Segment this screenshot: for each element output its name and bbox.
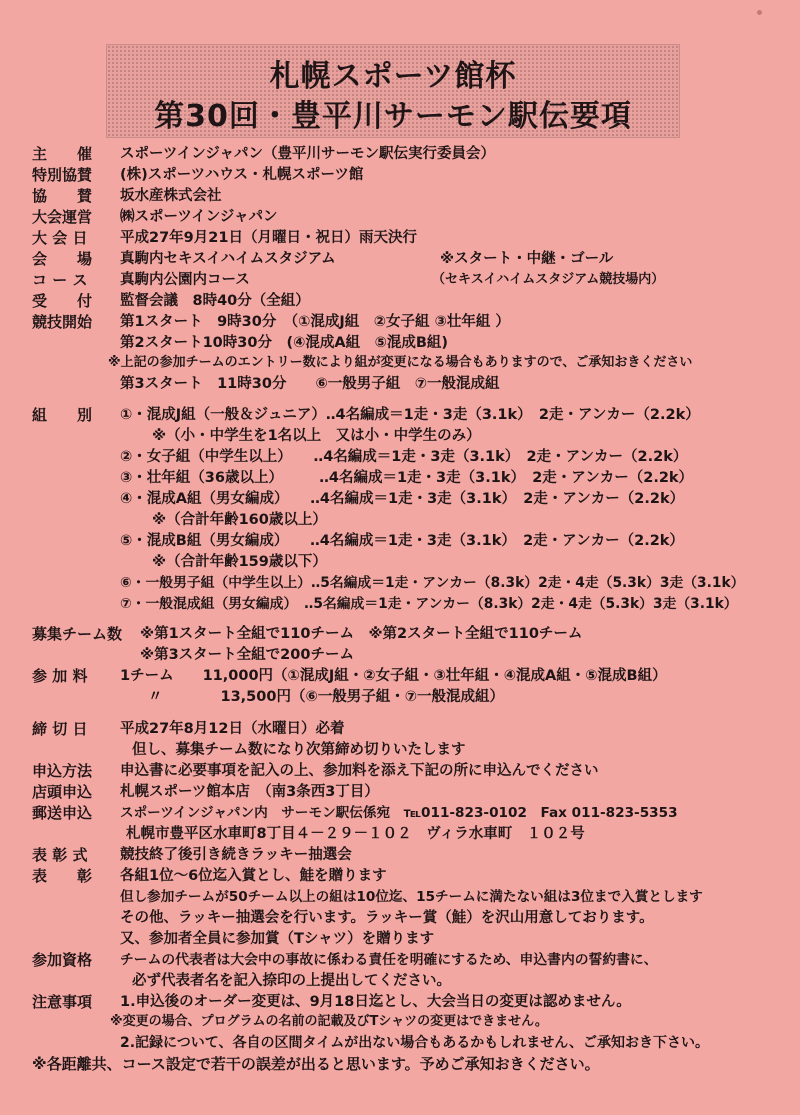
venue-note: ※スタート・中継・ゴール: [440, 251, 614, 267]
notes-line-3: 2.記録について、各自の区間タイムが出ない場合もあるかもしれません、ご承知おき下さい。: [120, 1035, 710, 1051]
apply-method-label: 申込方法: [32, 762, 93, 780]
title-line-2: 第30回・豊平川サーモン駅伝要項: [154, 99, 632, 134]
division-row: ⑦・一般混成組（男女編成） ‥5名編成＝1走・アンカー（8.3k）2走・4走（5.3k）3走（3.1k）: [120, 596, 738, 612]
mail-apply-label: 郵送申込: [32, 804, 93, 822]
notes-line-1: 1.申込後のオーダー変更は、9月18日迄とし、大会当日の変更は認めません。: [120, 994, 631, 1010]
paper-mark: [757, 10, 762, 15]
eligibility-line-1: チームの代表者は大会中の事故に係わる責任を明確にするため、申込書内の誓約書に、: [120, 952, 658, 968]
deadline-label: 締 切 日: [32, 720, 88, 738]
start-second: 第2スタート10時30分 (④混成A組 ⑤混成B組): [120, 335, 449, 351]
division-row: ①・混成J組（一般＆ジュニア）‥4名編成＝1走・3走（3.1k） 2走・アンカー（2.2k）: [120, 407, 700, 423]
awards-line: 各組1位～6位迄入賞とし、鮭を贈ります: [120, 868, 387, 884]
date-label: 大 会 日: [32, 229, 88, 247]
awards-line: その他、ラッキー抽選会を行います。ラッキー賞（鮭）を沢山用意しております。: [120, 910, 654, 926]
eligibility-line-2: 必ず代表者名を記入捺印の上提出してください。: [132, 973, 451, 989]
footer-note: ※各距離共、コース設定で若干の誤差が出ると思います。予めご承知おきください。: [32, 1055, 600, 1073]
division-row: ※（合計年齢159歳以下）: [152, 554, 327, 570]
ceremony-value: 競技終了後引き続きラッキー抽選会: [120, 847, 352, 863]
division-row: ⑤・混成B組（男女編成） ‥4名編成＝1走・3走（3.1k） 2走・アンカー（2.2k）: [120, 533, 684, 549]
division-row: ②・女子組（中学生以上） ‥4名編成＝1走・3走（3.1k） 2走・アンカー（2.2k）: [120, 449, 688, 465]
fee-line-1: 1チーム 11,000円（①混成J組・②女子組・③壮年組・④混成A組・⑤混成B組）: [120, 668, 667, 684]
recruit-line-1: ※第1スタート全組で110チーム ※第2スタート全組で110チーム: [140, 626, 583, 642]
start-label: 競技開始: [32, 313, 93, 331]
notes-line-2: ※変更の場合、プログラムの名前の記載及びTシャツの変更はできません。: [110, 1014, 548, 1029]
date-value: 平成27年9月21日（月曜日・祝日）雨天決行: [120, 230, 417, 246]
operation-value: ㈱スポーツインジャパン: [120, 209, 278, 225]
notes-label: 注意事項: [32, 993, 93, 1011]
course-value: 真駒内公園内コース: [120, 272, 250, 288]
title-box: [106, 44, 680, 138]
course-label: コ ー ス: [32, 271, 88, 289]
special-sponsor-value: (株)スポーツハウス・札幌スポーツ館: [120, 167, 364, 183]
reception-value: 監督会議 8時40分（全組）: [120, 293, 310, 309]
division-row: ※（合計年齢160歳以上）: [152, 512, 327, 528]
operation-label: 大会運営: [32, 208, 93, 226]
eligibility-label: 参加資格: [32, 951, 93, 969]
division-row: ③・壮年組（36歳以上） ‥4名編成＝1走・3走（3.1k） 2走・アンカー（2.2k）: [120, 470, 694, 486]
organizer-value: スポーツインジャパン（豊平川サーモン駅伝実行委員会）: [120, 146, 496, 162]
mail-apply-line-1: スポーツインジャパン内 サーモン駅伝係宛 ℡011-823-0102 Fax 011-823-5353: [120, 805, 678, 821]
store-apply-label: 店頭申込: [32, 783, 93, 801]
deadline-line-2: 但し、募集チーム数になり次第締め切りいたします: [132, 742, 466, 758]
sponsor-value: 坂水産株式会社: [120, 188, 222, 204]
recruit-label: 募集チーム数: [32, 625, 123, 643]
recruit-line-2: ※第3スタート全組で200チーム: [140, 647, 354, 663]
apply-method-value: 申込書に必要事項を記入の上、参加料を添え下記の所に申込んでください: [120, 763, 599, 779]
division-row: ④・混成A組（男女編成） ‥4名編成＝1走・3走（3.1k） 2走・アンカー（2.2k）: [120, 491, 685, 507]
start-note: ※上記の参加チームのエントリー数により組が変更になる場合もありますので、ご承知おきください: [108, 355, 693, 370]
awards-line: 又、参加者全員に参加賞（Tシャツ）を贈ります: [120, 931, 435, 947]
reception-label: 受 付: [32, 292, 93, 310]
divisions-label: 組 別: [32, 406, 93, 424]
fee-line-2: 〃 13,500円（⑥一般男子組・⑦一般混成組）: [148, 689, 505, 705]
division-row: ⑥・一般男子組（中学生以上）‥5名編成＝1走・アンカー（8.3k）2走・4走（5.3k）3走（3.1k）: [120, 575, 745, 591]
fee-label: 参 加 料: [32, 667, 88, 685]
start-first: 第1スタート 9時30分 （①混成J組 ②女子組 ③壮年組 ）: [120, 314, 510, 330]
mail-apply-line-2: 札幌市豊平区水車町8丁目４－２９－１０２ ヴィラ水車町 １０２号: [126, 826, 585, 842]
venue-label: 会 場: [32, 250, 93, 268]
division-row: ※（小・中学生を1名以上 又は小・中学生のみ）: [152, 428, 481, 444]
title-line-1: 札幌スポーツ館杯: [269, 59, 517, 94]
awards-label: 表 彰: [32, 867, 93, 885]
start-third: 第3スタート 11時30分 ⑥一般男子組 ⑦一般混成組: [120, 376, 500, 392]
awards-line: 但し参加チームが50チーム以上の組は10位迄、15チームに満たない組は3位まで入賞とします: [120, 889, 703, 905]
deadline-line-1: 平成27年8月12日（水曜日）必着: [120, 721, 345, 737]
store-apply-value: 札幌スポーツ館本店 （南3条西3丁目）: [120, 784, 379, 800]
course-note: （セキスイハイムスタジアム競技場内）: [432, 272, 665, 287]
sponsor-label: 協 賛: [32, 187, 93, 205]
ceremony-label: 表 彰 式: [32, 846, 88, 864]
organizer-label: 主 催: [32, 145, 93, 163]
special-sponsor-label: 特別協賛: [32, 166, 93, 184]
venue-value: 真駒内セキスイハイムスタジアム: [120, 251, 336, 267]
